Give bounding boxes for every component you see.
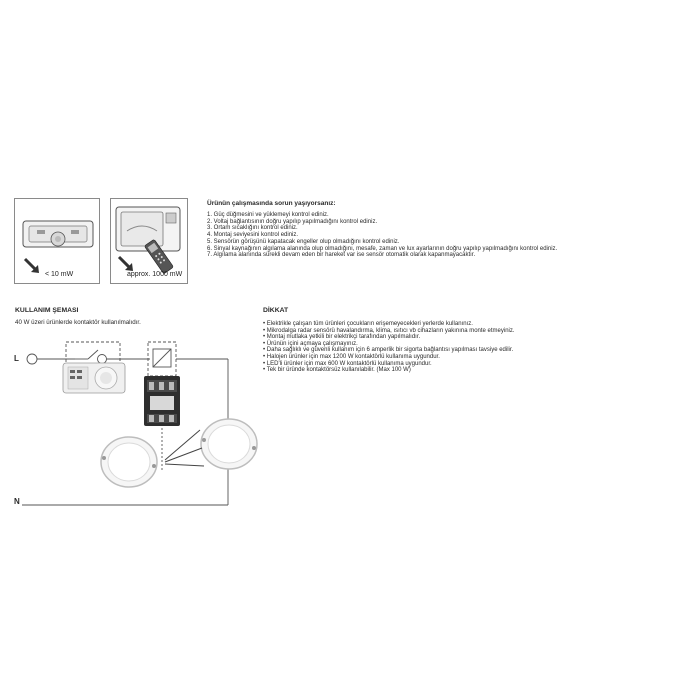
warning-item: • Daha sağlıklı ve güvenli kullanım için 6 amperlik bir sigorta bağlantısı yapılması tavsiye edilir.: [263, 347, 515, 354]
warning-item: • Tek bir üründe kontaktörsüz kullanılabilir. (Max 100 W): [263, 367, 515, 374]
detection-rays: [160, 426, 210, 472]
troubleshooting-item: 4. Montaj seviyesini kontrol ediniz.: [207, 232, 299, 239]
led-panel-lamp: [96, 434, 162, 490]
usage-scheme-note: 40 W üzeri ürünlerde kontaktör kullanılmalıdır.: [15, 319, 141, 326]
warning-item: • LED'li ürünler için max 600 W kontaktörlü kullanıma uygundur.: [263, 361, 515, 368]
microwave-sensor-module: [60, 355, 130, 403]
usage-scheme-title: KULLANIM ŞEMASI: [15, 307, 79, 314]
warning-item: • Mikrodalga radar sensörü havalandırma, klima, ısıtıcı vb cihazların yakınına monte etmeyiniz.: [263, 328, 515, 335]
troubleshooting-item: 5. Sensörün görüşünü kapatacak engeller olup olmadığını kontrol ediniz.: [207, 238, 400, 245]
troubleshooting-item: 1. Güç düğmesini ve yüklemeyi kontrol ediniz.: [207, 212, 329, 218]
contactor-illustration: [138, 372, 186, 430]
warning-item: • Ürünün içini açmaya çalışmayınız.: [263, 341, 515, 348]
standby-power-figure: [14, 198, 100, 284]
live-terminal-label: L: [14, 354, 19, 363]
warning-list: [263, 321, 515, 374]
standby-power-caption: < 10 mW: [45, 271, 74, 278]
warning-item: • Halojen ürünler için max 1200 W kontaktörlü kullanıma uygundur.: [263, 354, 515, 361]
troubleshooting-title: Ürünün çalışmasında sorun yaşıyorsanız:: [207, 200, 336, 207]
troubleshooting-list: [207, 212, 557, 259]
troubleshooting-item: 2. Voltaj bağlantısının doğru yapılıp yapılmadığını kontrol ediniz.: [207, 218, 378, 225]
microwave-power-caption: approx. 1000 mW: [127, 271, 183, 278]
warning-item: • Elektrikle çalışan tüm ürünleri çocukların erişemeyecekleri yerlerde kullanınız.: [263, 321, 515, 328]
neutral-terminal-label: N: [14, 497, 20, 506]
troubleshooting-item: 6. Sinyal kaynağının algılama alanında olup olmadığını, mesafe, zaman ve lux ayarlarının doğru yapılıp yapılmadığını kontrol ediniz.: [207, 245, 558, 252]
troubleshooting-item: 3. Ortam sıcaklığını kontrol ediniz.: [207, 225, 298, 232]
warning-item: • Montaj mutlaka yetkili bir elektrikçi tarafından yapılmalıdır.: [263, 334, 515, 341]
troubleshooting-item: 7. Algılama alanında sürekli devam eden bir hareket var ise sensör otomatik olarak kapanmayacaktır.: [207, 252, 476, 259]
warning-title: DİKKAT: [263, 307, 289, 314]
microwave-power-figure: [110, 198, 188, 284]
